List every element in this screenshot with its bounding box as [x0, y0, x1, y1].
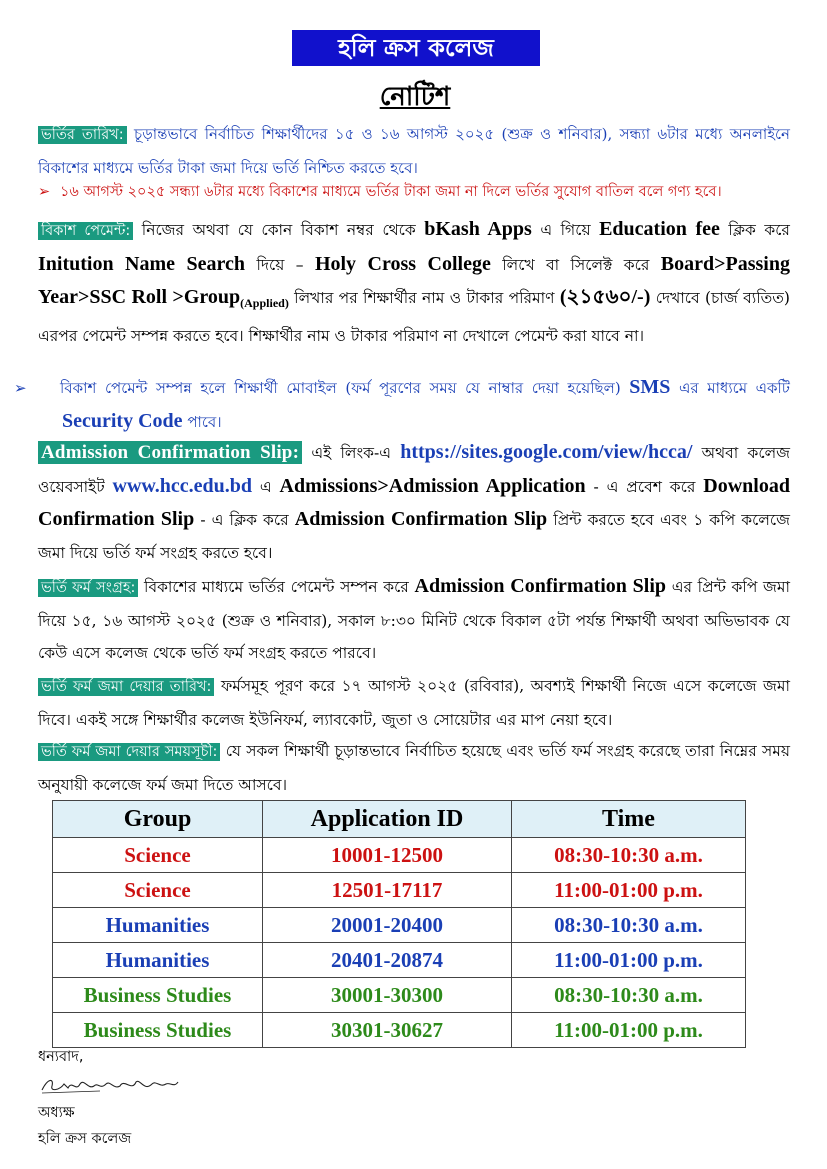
institution-search-text: Initution Name Search — [38, 252, 246, 275]
time-cell: 11:00-01:00 p.m. — [512, 873, 746, 908]
slip-text-2: অথবা কলেজ ওয়েবসাইট — [38, 444, 790, 496]
time-cell: 11:00-01:00 p.m. — [512, 943, 746, 978]
table-row — [53, 1013, 746, 1048]
bkash-text-2: এ গিয়ে — [540, 221, 591, 239]
group-cell: Science — [53, 873, 263, 908]
bkash-text-1: নিজের অথবা যে কোন বিকাশ নম্বর থেকে — [141, 221, 416, 239]
form-collection-label: ভর্তি ফর্ম সংগ্রহ: — [38, 579, 138, 597]
form-collection-section — [38, 570, 790, 670]
admission-warning-text: ১৬ আগস্ট ২০২৫ সন্ধ্যা ৬টার মধ্যে বিকাশের মাধ্যমে ভর্তির টাকা জমা না দিলে ভর্তির সুযোগ বাতিল বলে গণ্য হবে। — [60, 184, 722, 200]
bkash-note-text-2: এর মাধ্যমে একটি — [678, 379, 790, 397]
slip-text-5: - এ ক্লিক করে — [200, 511, 289, 529]
arrow-bullet-icon: ➢ — [14, 379, 27, 397]
bkash-text-6: লিখার পর শিক্ষার্থীর নাম ও টাকার পরিমাণ — [294, 289, 555, 307]
form-submission-schedule-label: ভর্তি ফর্ম জমা দেয়ার সময়সূচী: — [38, 743, 220, 761]
bkash-note-text-3: পাবে। — [187, 412, 222, 431]
college-name-footer: হলি ক্রস কলেজ — [38, 1131, 132, 1147]
slip-text-6: প্রিন্ট করতে হবে এবং ১ কপি কলেজে জমা দিয়ে ভর্তি ফর্ম সংগ্রহ করতে হবে। — [38, 511, 790, 562]
slip-text-4: - এ প্রবেশ করে — [593, 477, 696, 496]
header-group: Group — [53, 801, 263, 838]
bkash-text-4: দিয়ে – — [256, 255, 304, 274]
admission-slip-text: Admission Confirmation Slip — [294, 508, 548, 530]
admission-warning — [38, 176, 790, 209]
admission-application-path: Admissions>Admission Application — [279, 474, 586, 497]
bkash-note-text-1: বিকাশ পেমেন্ট সম্পন্ন হলে শিক্ষার্থী মোবাইল (ফর্ম পূরণের সময় যে নাম্বার দেয়া হয়েছিল) — [60, 379, 621, 397]
label-colon: : — [292, 442, 300, 463]
table-row — [53, 838, 746, 873]
bkash-text-7: দেখাবে (চার্জ ব্যতিত) এরপর পেমেন্ট সম্পন্ন করতে হবে। শিক্ষার্থীর নাম ও টাকার পরিমাণ না দেখালে পেমেন্ট করা যাবে না। — [38, 289, 790, 345]
admission-date-section — [38, 118, 790, 184]
arrow-bullet-icon: ➢ — [38, 184, 51, 200]
header-application-id: Application ID — [263, 801, 512, 838]
confirmation-slip-label — [38, 441, 302, 464]
bkash-note — [14, 371, 790, 438]
table-row — [53, 943, 746, 978]
payment-amount: (২১৫৬০/-) — [559, 286, 651, 308]
confirmation-slip-label-text: Admission Confirmation Slip — [41, 442, 293, 463]
application-id-cell: 20001-20400 — [263, 908, 512, 943]
form-submission-date-label: ভর্তি ফর্ম জমা দেয়ার তারিখ: — [38, 678, 214, 696]
form-submission-date-section — [38, 670, 790, 736]
group-cell: Science — [53, 838, 263, 873]
bkash-text-5: লিখে বা সিলেক্ট করে — [502, 255, 650, 274]
time-cell: 11:00-01:00 p.m. — [512, 1013, 746, 1048]
form-submission-date-text: ফর্মসমূহ পূরণ করে ১৭ আগস্ট ২০২৫ (রবিবার), অবশ্যই শিক্ষার্থী নিজে এসে কলেজে জমা দিবে। একই সঙ্গে শিক্ষার্থীর কলেজ ইউনিফর্ম, ল্যাবকোট, জুতা ও সোয়েটার এর মাপ নেয়া হবে। — [38, 677, 791, 729]
board-path-text: Board>Passing Year>SSC Roll >Group — [38, 252, 790, 308]
form-submission-schedule-section — [38, 735, 790, 801]
thanks-text: ধন্যবাদ, — [38, 1049, 84, 1065]
security-code-text: Security Code — [62, 409, 183, 432]
group-cell: Humanities — [53, 908, 263, 943]
group-cell: Business Studies — [53, 978, 263, 1013]
time-cell: 08:30-10:30 a.m. — [512, 838, 746, 873]
signature-image — [40, 1074, 180, 1096]
time-cell: 08:30-10:30 a.m. — [512, 978, 746, 1013]
download-slip-text: Download Confirmation Slip — [38, 474, 790, 530]
form-submission-schedule-text: যে সকল শিক্ষার্থী চূড়ান্তভাবে নির্বাচিত হয়েছে এবং ভর্তি ফর্ম সংগ্রহ করেছে তারা নিম্নের সময় অনুযায়ী কলেজে ফর্ম জমা দিতে আসবে। — [38, 742, 790, 794]
education-fee-text: Education fee — [599, 218, 720, 240]
college-name-banner: হলি ক্রস কলেজ — [292, 30, 540, 66]
table-row — [53, 978, 746, 1013]
form-collection-text-1: বিকাশের মাধ্যমে ভর্তির পেমেন্ট সম্পন করে — [144, 578, 409, 596]
college-website-link[interactable]: www.hcc.edu.bd — [112, 474, 252, 497]
table-header-row — [53, 801, 746, 838]
collection-slip-text: Admission Confirmation Slip — [414, 575, 667, 597]
google-sites-link[interactable]: https://sites.google.com/view/hcca/ — [400, 441, 693, 463]
bkash-payment-label: বিকাশ পেমেন্ট: — [38, 222, 133, 240]
schedule-table — [52, 800, 746, 1048]
application-id-cell: 20401-20874 — [263, 943, 512, 978]
group-cell: Business Studies — [53, 1013, 263, 1048]
bkash-text-3: ক্লিক করে — [728, 221, 790, 239]
table-row — [53, 908, 746, 943]
application-id-cell: 30001-30300 — [263, 978, 512, 1013]
bkash-payment-section — [38, 213, 790, 352]
application-id-cell: 30301-30627 — [263, 1013, 512, 1048]
admission-date-label: ভর্তির তারিখ: — [38, 126, 127, 144]
admission-date-text: চূড়ান্তভাবে নির্বাচিত শিক্ষার্থীদের ১৫ ও ১৬ আগস্ট ২০২৫ (শুক্র ও শনিবার), সন্ধ্যা ৬টার মধ্যে অনলাইনে বিকাশের মাধ্যমে ভর্তির টাকা জমা দিয়ে ভর্তি নিশ্চিত করতে হবে। — [38, 125, 790, 177]
applied-subscript: (Applied) — [240, 296, 289, 311]
slip-text-1: এই লিংক-এ — [311, 444, 391, 462]
sms-text: SMS — [629, 376, 671, 398]
application-id-cell: 10001-12500 — [263, 838, 512, 873]
bkash-apps-text: bKash Apps — [424, 218, 532, 240]
form-collection-text-2: এর প্রিন্ট কপি জমা দিয়ে ১৫, ১৬ আগস্ট ২০২৫ (শুক্র ও শনিবার), সকাল ৮:৩০ মিনিট থেকে বিকাল ৫টা পর্যন্ত শিক্ষার্থী অথবা অভিভাবক যে কেউ এসে কলেজ থেকে ভর্তি ফর্ম সংগ্রহ করতে পারবে। — [38, 578, 790, 662]
time-cell: 08:30-10:30 a.m. — [512, 908, 746, 943]
group-cell: Humanities — [53, 943, 263, 978]
slip-text-3: এ — [259, 477, 272, 496]
table-row — [53, 873, 746, 908]
principal-designation: অধ্যক্ষ — [38, 1105, 75, 1121]
header-time: Time — [512, 801, 746, 838]
confirmation-slip-section — [38, 436, 790, 569]
application-id-cell: 12501-17117 — [263, 873, 512, 908]
holy-cross-college-text: Holy Cross College — [314, 252, 491, 275]
notice-title: নোটিশ — [379, 82, 451, 112]
